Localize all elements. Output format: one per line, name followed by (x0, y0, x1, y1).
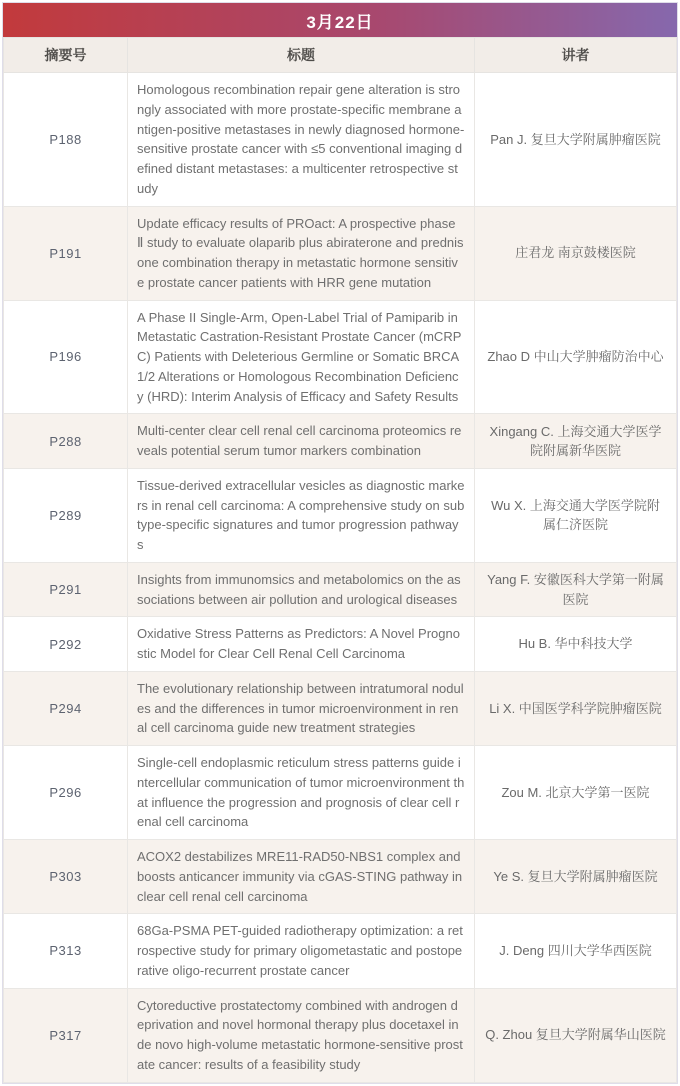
paper-title: Cytoreductive prostatectomy combined with androgen deprivation and novel hormonal therapy plus docetaxel in de novo high-volume metastatic hormone-sensitive prostate cancer: results of a feasibility study (128, 988, 475, 1082)
column-header-abstract-number: 摘要号 (4, 38, 128, 73)
speaker-name: Xingang C. 上海交通大学医学院附属新华医院 (475, 414, 677, 469)
paper-title: Single-cell endoplasmic reticulum stress patterns guide intercellular communication of tumor microenvironment that influence the progression and prognosis of clear cell renal cell carcinoma (128, 746, 475, 840)
table-row (4, 414, 677, 469)
table-row (4, 914, 677, 988)
paper-title: Oxidative Stress Patterns as Predictors: A Novel Prognostic Model for Clear Cell Renal Cell Carcinoma (128, 617, 475, 672)
speaker-name: Zhao D 中山大学肿瘤防治中心 (475, 300, 677, 414)
table-row (4, 562, 677, 617)
speaker-name: Hu B. 华中科技大学 (475, 617, 677, 672)
speaker-name: Ye S. 复旦大学附属肿瘤医院 (475, 840, 677, 914)
abstract-schedule-table (2, 2, 678, 1084)
paper-title: Insights from immunomsics and metabolomics on the associations between air pollution and urological diseases (128, 562, 475, 617)
paper-title: 68Ga-PSMA PET-guided radiotherapy optimization: a retrospective study for primary oligometastatic and postoperative oligo-recurrent prostate cancer (128, 914, 475, 988)
abstract-number: P303 (4, 840, 128, 914)
date-title: 3月22日 (306, 12, 374, 32)
abstract-number: P292 (4, 617, 128, 672)
speaker-name: Yang F. 安徽医科大学第一附属医院 (475, 562, 677, 617)
table-row (4, 617, 677, 672)
speaker-name: Li X. 中国医学科学院肿瘤医院 (475, 671, 677, 745)
paper-title: Multi-center clear cell renal cell carcinoma proteomics reveals potential serum tumor markers combination (128, 414, 475, 469)
abstract-number: P288 (4, 414, 128, 469)
paper-title: Update efficacy results of PROact: A prospective phase Ⅱ study to evaluate olaparib plus abiraterone and prednisone combination therapy in metastatic hormone sensitive prostate cancer patients with HRR gene mutation (128, 206, 475, 300)
abstract-number: P294 (4, 671, 128, 745)
column-header-title: 标题 (128, 38, 475, 73)
abstract-number: P289 (4, 468, 128, 562)
column-header-speaker: 讲者 (475, 38, 677, 73)
speaker-name: J. Deng 四川大学华西医院 (475, 914, 677, 988)
table-row (4, 746, 677, 840)
speaker-name: Wu X. 上海交通大学医学院附属仁济医院 (475, 468, 677, 562)
table-row (4, 840, 677, 914)
conference-schedule-page (0, 2, 680, 1084)
speaker-name: 庄君龙 南京鼓楼医院 (475, 206, 677, 300)
abstract-number: P191 (4, 206, 128, 300)
paper-title: ACOX2 destabilizes MRE11-RAD50-NBS1 complex and boosts anticancer immunity via cGAS-STING pathway in clear cell renal cell carcinoma (128, 840, 475, 914)
speaker-name: Zou M. 北京大学第一医院 (475, 746, 677, 840)
abstract-number: P291 (4, 562, 128, 617)
table-row (4, 988, 677, 1082)
abstract-number: P196 (4, 300, 128, 414)
table-row (4, 206, 677, 300)
abstract-number: P296 (4, 746, 128, 840)
paper-title: Homologous recombination repair gene alteration is strongly associated with more prostate-specific membrane antigen-positive metastases in newly diagnosed hormone-sensitive prostate cancer with ≤5 conventional imaging defined distant metastases: a multicenter retrospective study (128, 73, 475, 207)
table-row (4, 671, 677, 745)
abstract-number: P188 (4, 73, 128, 207)
table-row (4, 468, 677, 562)
column-header-row (4, 38, 677, 73)
paper-title: A Phase II Single-Arm, Open-Label Trial of Pamiparib in Metastatic Castration-Resistant Prostate Cancer (mCRPC) Patients with Deleterious Germline or Somatic BRCA1/2 Alterations or Homologous Recombination Deficiency (HRD): Interim Analysis of Efficacy and Safety Results (128, 300, 475, 414)
speaker-name: Pan J. 复旦大学附属肿瘤医院 (475, 73, 677, 207)
table-row (4, 73, 677, 207)
speaker-name: Q. Zhou 复旦大学附属华山医院 (475, 988, 677, 1082)
date-header-band (3, 3, 677, 37)
paper-title: Tissue-derived extracellular vesicles as diagnostic markers in renal cell carcinoma: A comprehensive study on subtype-specific signatures and tumor progression pathways (128, 468, 475, 562)
table-row (4, 300, 677, 414)
schedule-table (3, 37, 677, 1083)
paper-title: The evolutionary relationship between intratumoral nodules and the differences in tumor microenvironment in renal cell carcinoma guide new treatment strategies (128, 671, 475, 745)
abstract-number: P317 (4, 988, 128, 1082)
abstract-number: P313 (4, 914, 128, 988)
